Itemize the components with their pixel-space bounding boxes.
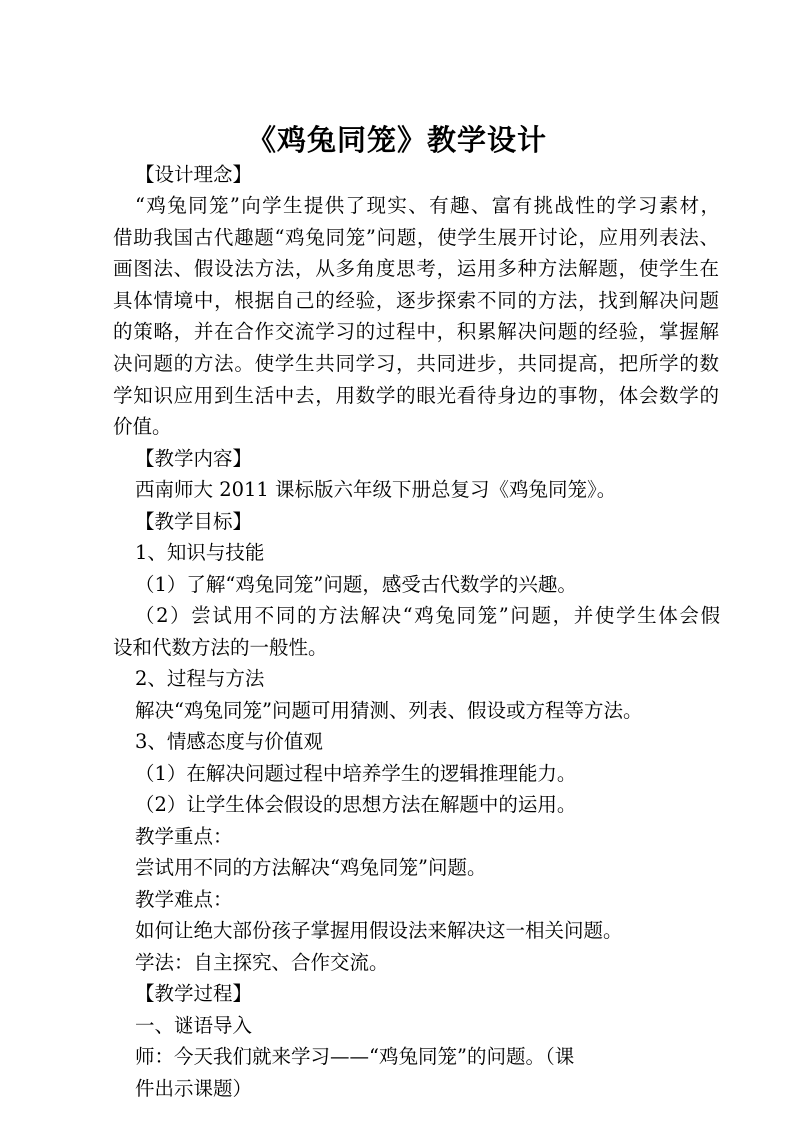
paragraph-line: “鸡兔同笼”向学生提供了现实、有趣、富有挑战性的学习素材， [135,194,720,217]
paragraph-line: 件出示课题） [135,1077,253,1100]
section-heading-teaching-goals: 【教学目标】 [135,510,253,533]
paragraph-line: 学法：自主探究、合作交流。 [135,951,389,974]
section-heading-teaching-content: 【教学内容】 [135,447,253,470]
list-item: （1）在解决问题过程中培养学生的逻辑推理能力。 [135,762,577,785]
paragraph-line: 西南师大 2011 课标版六年级下册总复习《鸡兔同笼》。 [135,478,617,501]
list-item: （2）尝试用不同的方法解决“鸡兔同笼”问题，并使学生体会假 [135,604,720,627]
list-item: （1）了解“鸡兔同笼”问题，感受古代数学的兴趣。 [135,573,577,596]
paragraph-line: 具体情境中，根据自己的经验，逐步探索不同的方法，找到解决问题 [113,289,719,312]
paragraph-line: 决问题的方法。使学生共同学习，共同进步，共同提高，把所学的数 [113,352,719,375]
subheading: 3、情感态度与价值观 [135,730,323,753]
label-key-point: 教学重点： [135,825,233,848]
subheading: 一、谜语导入 [135,1014,253,1037]
subheading: 2、过程与方法 [135,667,265,690]
document-title: 《鸡兔同笼》教学设计 [246,123,547,157]
paragraph-line: 设和代数方法的一般性。 [113,636,328,659]
paragraph-line: 借助我国古代趣题“鸡兔同笼”问题，使学生展开讨论，应用列表法、 [113,226,719,249]
paragraph-line: 画图法、假设法方法，从多角度思考，运用多种方法解题，使学生在 [113,257,719,280]
paragraph-line: 尝试用不同的方法解决“鸡兔同笼”问题。 [135,856,487,879]
section-heading-design-concept: 【设计理念】 [135,163,253,186]
subheading: 1、知识与技能 [135,541,265,564]
paragraph-line: 师：今天我们就来学习——“鸡兔同笼”的问题。（课 [135,1045,575,1068]
label-difficulty: 教学难点： [135,888,233,911]
paragraph-line: 如何让绝大部份孩子掌握用假设法来解决这一相关问题。 [135,919,623,942]
paragraph-line: 解决“鸡兔同笼”问题可用猜测、列表、假设或方程等方法。 [135,699,643,722]
paragraph-line: 学知识应用到生活中去，用数学的眼光看待身边的事物，体会数学的 [113,384,719,407]
paragraph-line: 价值。 [113,415,172,438]
list-item: （2）让学生体会假设的思想方法在解题中的运用。 [135,793,577,816]
paragraph-line: 的策略，并在合作交流学习的过程中，积累解决问题的经验，掌握解 [113,320,719,343]
section-heading-teaching-process: 【教学过程】 [135,982,253,1005]
